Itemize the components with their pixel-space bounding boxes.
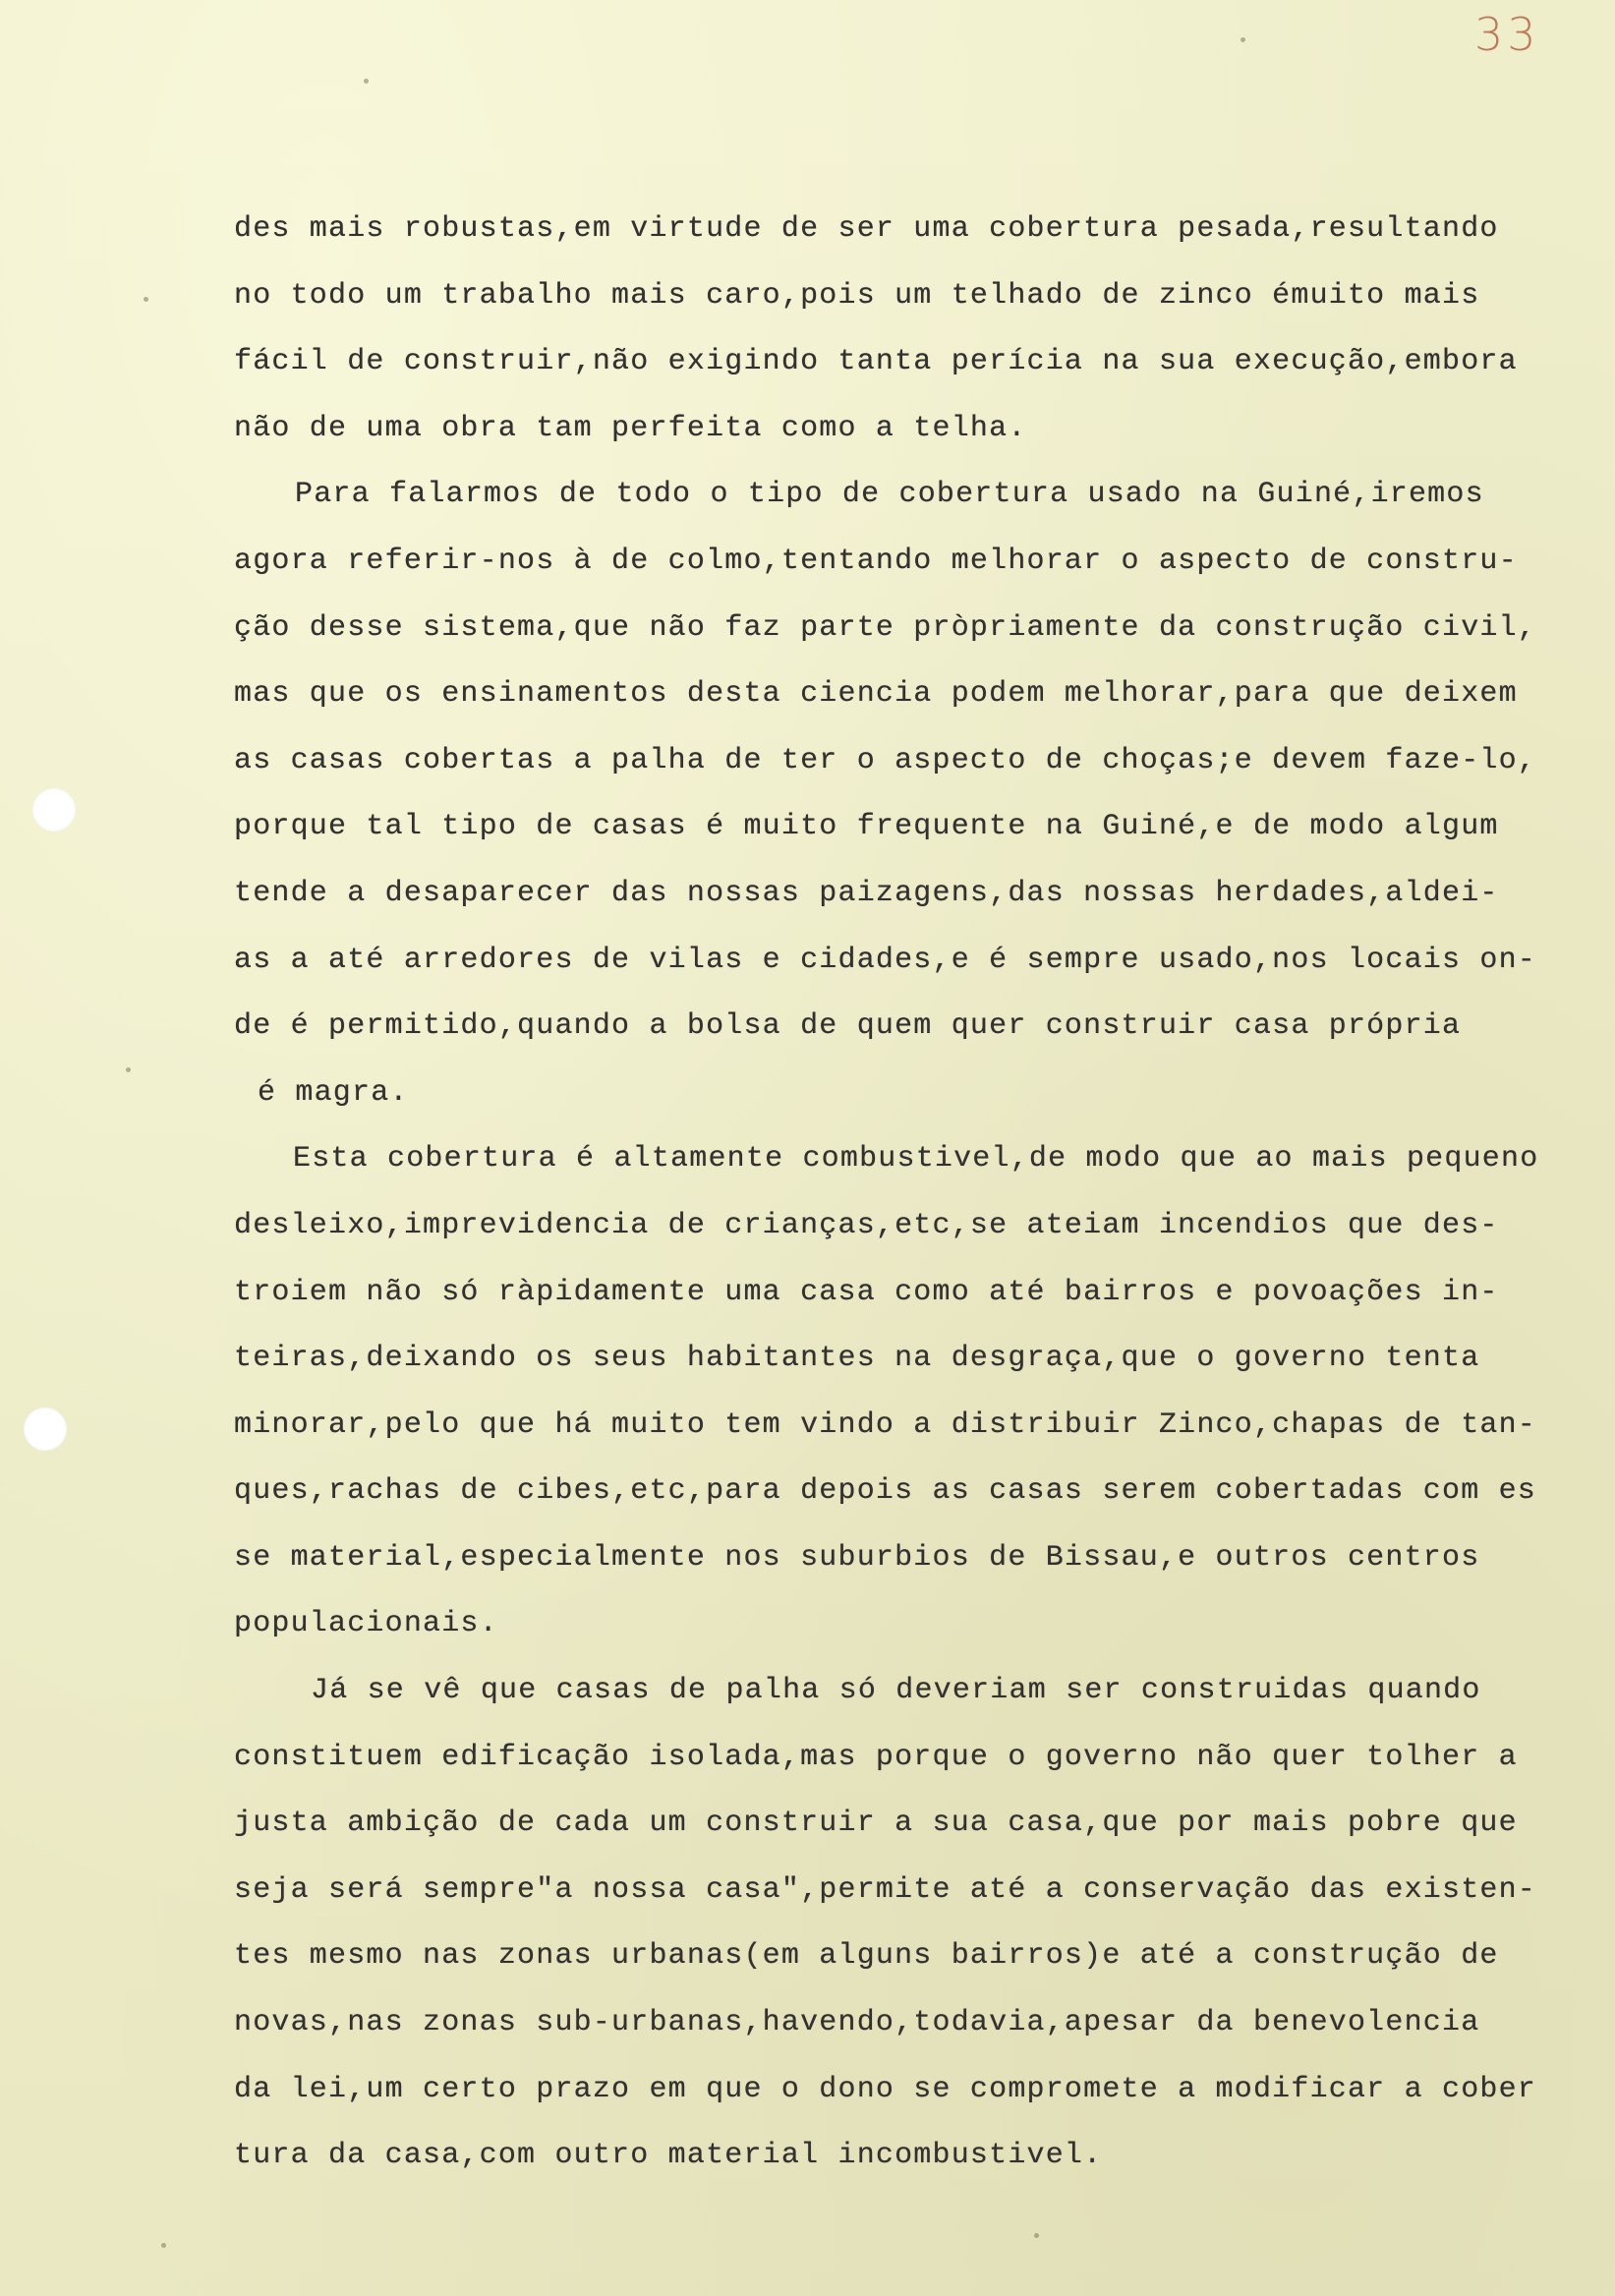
text-line: de é permitido,quando a bolsa de quem quer construir casa própria bbox=[234, 1009, 1462, 1044]
paper-speck bbox=[1034, 2233, 1039, 2238]
text-line: ques,rachas de cibes,etc,para depois as casas serem cobertadas com es bbox=[234, 1474, 1537, 1509]
page-number: 33 bbox=[1474, 8, 1540, 61]
text-line: no todo um trabalho mais caro,pois um telhado de zinco émuito mais bbox=[234, 278, 1480, 313]
text-line: des mais robustas,em virtude de ser uma cobertura pesada,resultando bbox=[234, 212, 1499, 246]
body-text bbox=[234, 197, 1590, 2190]
text-line: desleixo,imprevidencia de crianças,etc,se ateiam incendios que des- bbox=[234, 1208, 1499, 1242]
text-line: constituem edificação isolada,mas porque o governo não quer tolher a bbox=[234, 1740, 1518, 1774]
text-line: tes mesmo nas zonas urbanas(em alguns bairros)e até a construção de bbox=[234, 1939, 1499, 1974]
text-line: fácil de construir,não exigindo tanta perícia na sua execução,embora bbox=[234, 345, 1518, 379]
text-line: as a até arredores de vilas e cidades,e é sempre usado,nos locais on- bbox=[234, 943, 1537, 977]
text-line: teiras,deixando os seus habitantes na desgraça,que o governo tenta bbox=[234, 1342, 1480, 1376]
text-line: seja será sempre"a nossa casa",permite até a conservação das existen- bbox=[234, 1872, 1537, 1907]
paper-speck bbox=[144, 297, 148, 302]
text-line: Já se vê que casas de palha só deveriam ser construidas quando bbox=[311, 1674, 1481, 1708]
punch-hole-top bbox=[32, 788, 76, 832]
text-line: troiem não só ràpidamente uma casa como até bairros e povoações in- bbox=[234, 1275, 1499, 1309]
text-line: agora referir-nos à de colmo,tentando melhorar o aspecto de constru- bbox=[234, 544, 1518, 578]
paper-speck bbox=[1240, 37, 1245, 42]
text-line: mas que os ensinamentos desta ciencia podem melhorar,para que deixem bbox=[234, 677, 1518, 712]
text-line: minorar,pelo que há muito tem vindo a distribuir Zinco,chapas de tan- bbox=[234, 1407, 1537, 1442]
paper-speck bbox=[161, 2243, 166, 2248]
text-line: tura da casa,com outro material incombustivel. bbox=[234, 2139, 1103, 2173]
text-line: se material,especialmente nos suburbios de Bissau,e outros centros bbox=[234, 1540, 1480, 1575]
text-line: Esta cobertura é altamente combustivel,de modo que ao mais pequeno bbox=[293, 1142, 1539, 1177]
text-line: ção desse sistema,que não faz parte pròpriamente da construção civil, bbox=[234, 610, 1537, 645]
text-line: não de uma obra tam perfeita como a telha. bbox=[234, 411, 1027, 445]
text-line: porque tal tipo de casas é muito frequente na Guiné,e de modo algum bbox=[234, 810, 1499, 844]
text-line: da lei,um certo prazo em que o dono se compromete a modificar a cober bbox=[234, 2072, 1537, 2106]
paper-speck bbox=[364, 79, 369, 84]
text-line: Para falarmos de todo o tipo de cobertura usado na Guiné,iremos bbox=[295, 478, 1484, 512]
text-line: populacionais. bbox=[234, 1607, 498, 1641]
text-line: é magra. bbox=[258, 1075, 409, 1110]
text-line: novas,nas zonas sub-urbanas,havendo,todavia,apesar da benevolencia bbox=[234, 2006, 1480, 2040]
text-line: tende a desaparecer das nossas paizagens,das nossas herdades,aldei- bbox=[234, 876, 1499, 910]
paper-speck bbox=[126, 1067, 131, 1072]
text-line: as casas cobertas a palha de ter o aspecto de choças;e devem faze-lo, bbox=[234, 743, 1537, 777]
text-line: justa ambição de cada um construir a sua casa,que por mais pobre que bbox=[234, 1807, 1518, 1841]
punch-hole-bottom bbox=[24, 1407, 67, 1451]
